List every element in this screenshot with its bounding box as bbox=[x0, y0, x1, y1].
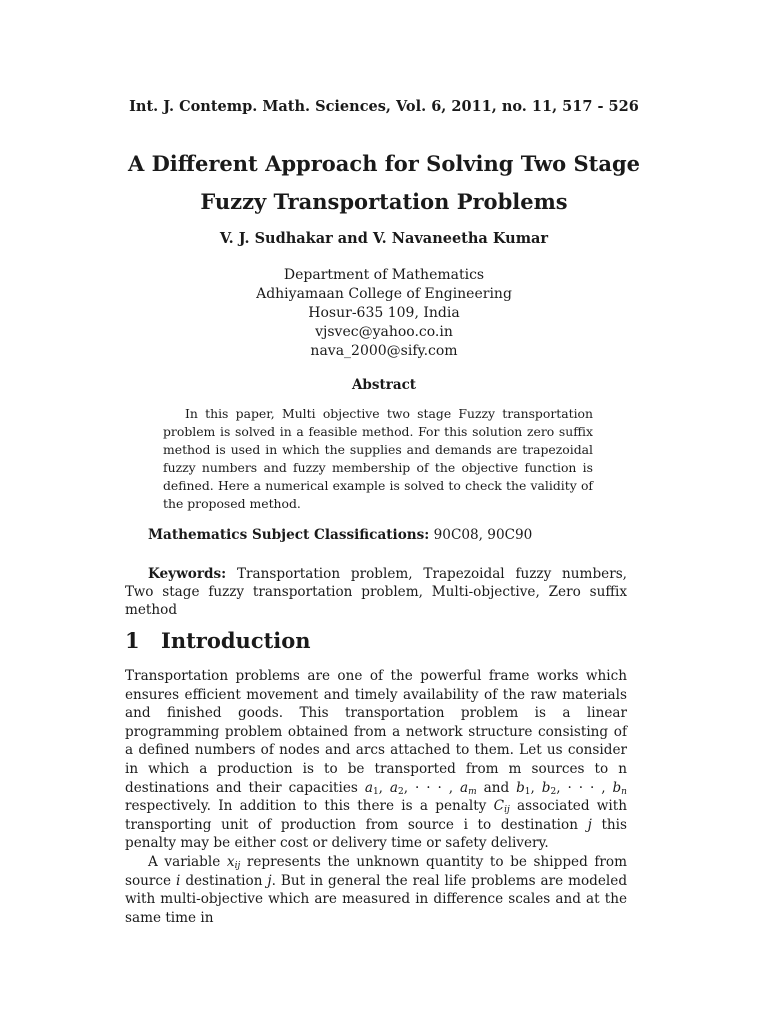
abstract-text: In this paper, Multi objective two stage Fuzzy transportation problem is solved in a feasible method. For this solution zero suffix method is used in which the supplies and demands are trapezoidal fuzzy numbers and fuzzy membership of the objective function is defined. Here a numerical example is solved to check the validity of the proposed method. bbox=[163, 406, 593, 511]
subject-classifications bbox=[148, 527, 608, 543]
affiliation bbox=[0, 266, 768, 361]
section-title: Introduction bbox=[161, 628, 311, 653]
affiliation-college: Adhiyamaan College of Engineering bbox=[256, 286, 512, 302]
authors: V. J. Sudhakar and V. Navaneetha Kumar bbox=[219, 230, 549, 247]
keywords bbox=[125, 565, 627, 619]
journal-citation: Int. J. Contemp. Math. Sciences, Vol. 6, 2011, no. 11, 517 - 526 bbox=[129, 98, 639, 115]
title-line-1: A Different Approach for Solving Two Stage bbox=[127, 151, 641, 176]
abstract-heading: Abstract bbox=[351, 377, 417, 393]
intro-paragraph-1: Transportation problems are one of the powerful frame works which ensures efficient movement and timely availability of the raw materials and finished goods. This transportation problem is a linear programming problem obtained from a network structure consisting of a defined numbers of nodes and arcs attached to them. Let us consider in which a production is to be transported from m sources to n destinations and their capacities $a_1$, $a_2$, · · · , $a_m$ and $b_1$, $b_2$, · · · , $b_n$ respectively. In addition to this there is a penalty $C_{ij}$ associated with transporting unit of production from source i to destination j this penalty may be either cost or delivery time or safety delivery. bbox=[125, 668, 628, 852]
keywords-label: Keywords: bbox=[148, 566, 227, 582]
affiliation-city: Hosur-635 109, India bbox=[308, 305, 460, 321]
introduction-body bbox=[125, 667, 627, 927]
msc-value: 90C08, 90C90 bbox=[433, 527, 533, 543]
title-line-2: Fuzzy Transportation Problems bbox=[200, 189, 568, 214]
affiliation-department: Department of Mathematics bbox=[283, 267, 485, 283]
section-heading bbox=[125, 628, 311, 653]
author-email-1: vjsvec@yahoo.co.in bbox=[315, 324, 453, 340]
intro-paragraph-2: A variable $x_{ij}$ represents the unknown quantity to be shipped from source i destination j. But in general the real life problems are modeled with multi-objective which are measured in difference scales and at the same time in bbox=[125, 853, 628, 926]
paper-title bbox=[0, 145, 768, 221]
msc-label: Mathematics Subject Classifications: bbox=[148, 527, 430, 543]
keywords-value: Transportation problem, Trapezoidal fuzzy numbers, Two stage fuzzy transportation problem, Multi-objective, Zero suffix method bbox=[125, 566, 627, 618]
section-number: 1 bbox=[125, 628, 140, 653]
author-email-2: nava_2000@sify.com bbox=[310, 343, 458, 359]
